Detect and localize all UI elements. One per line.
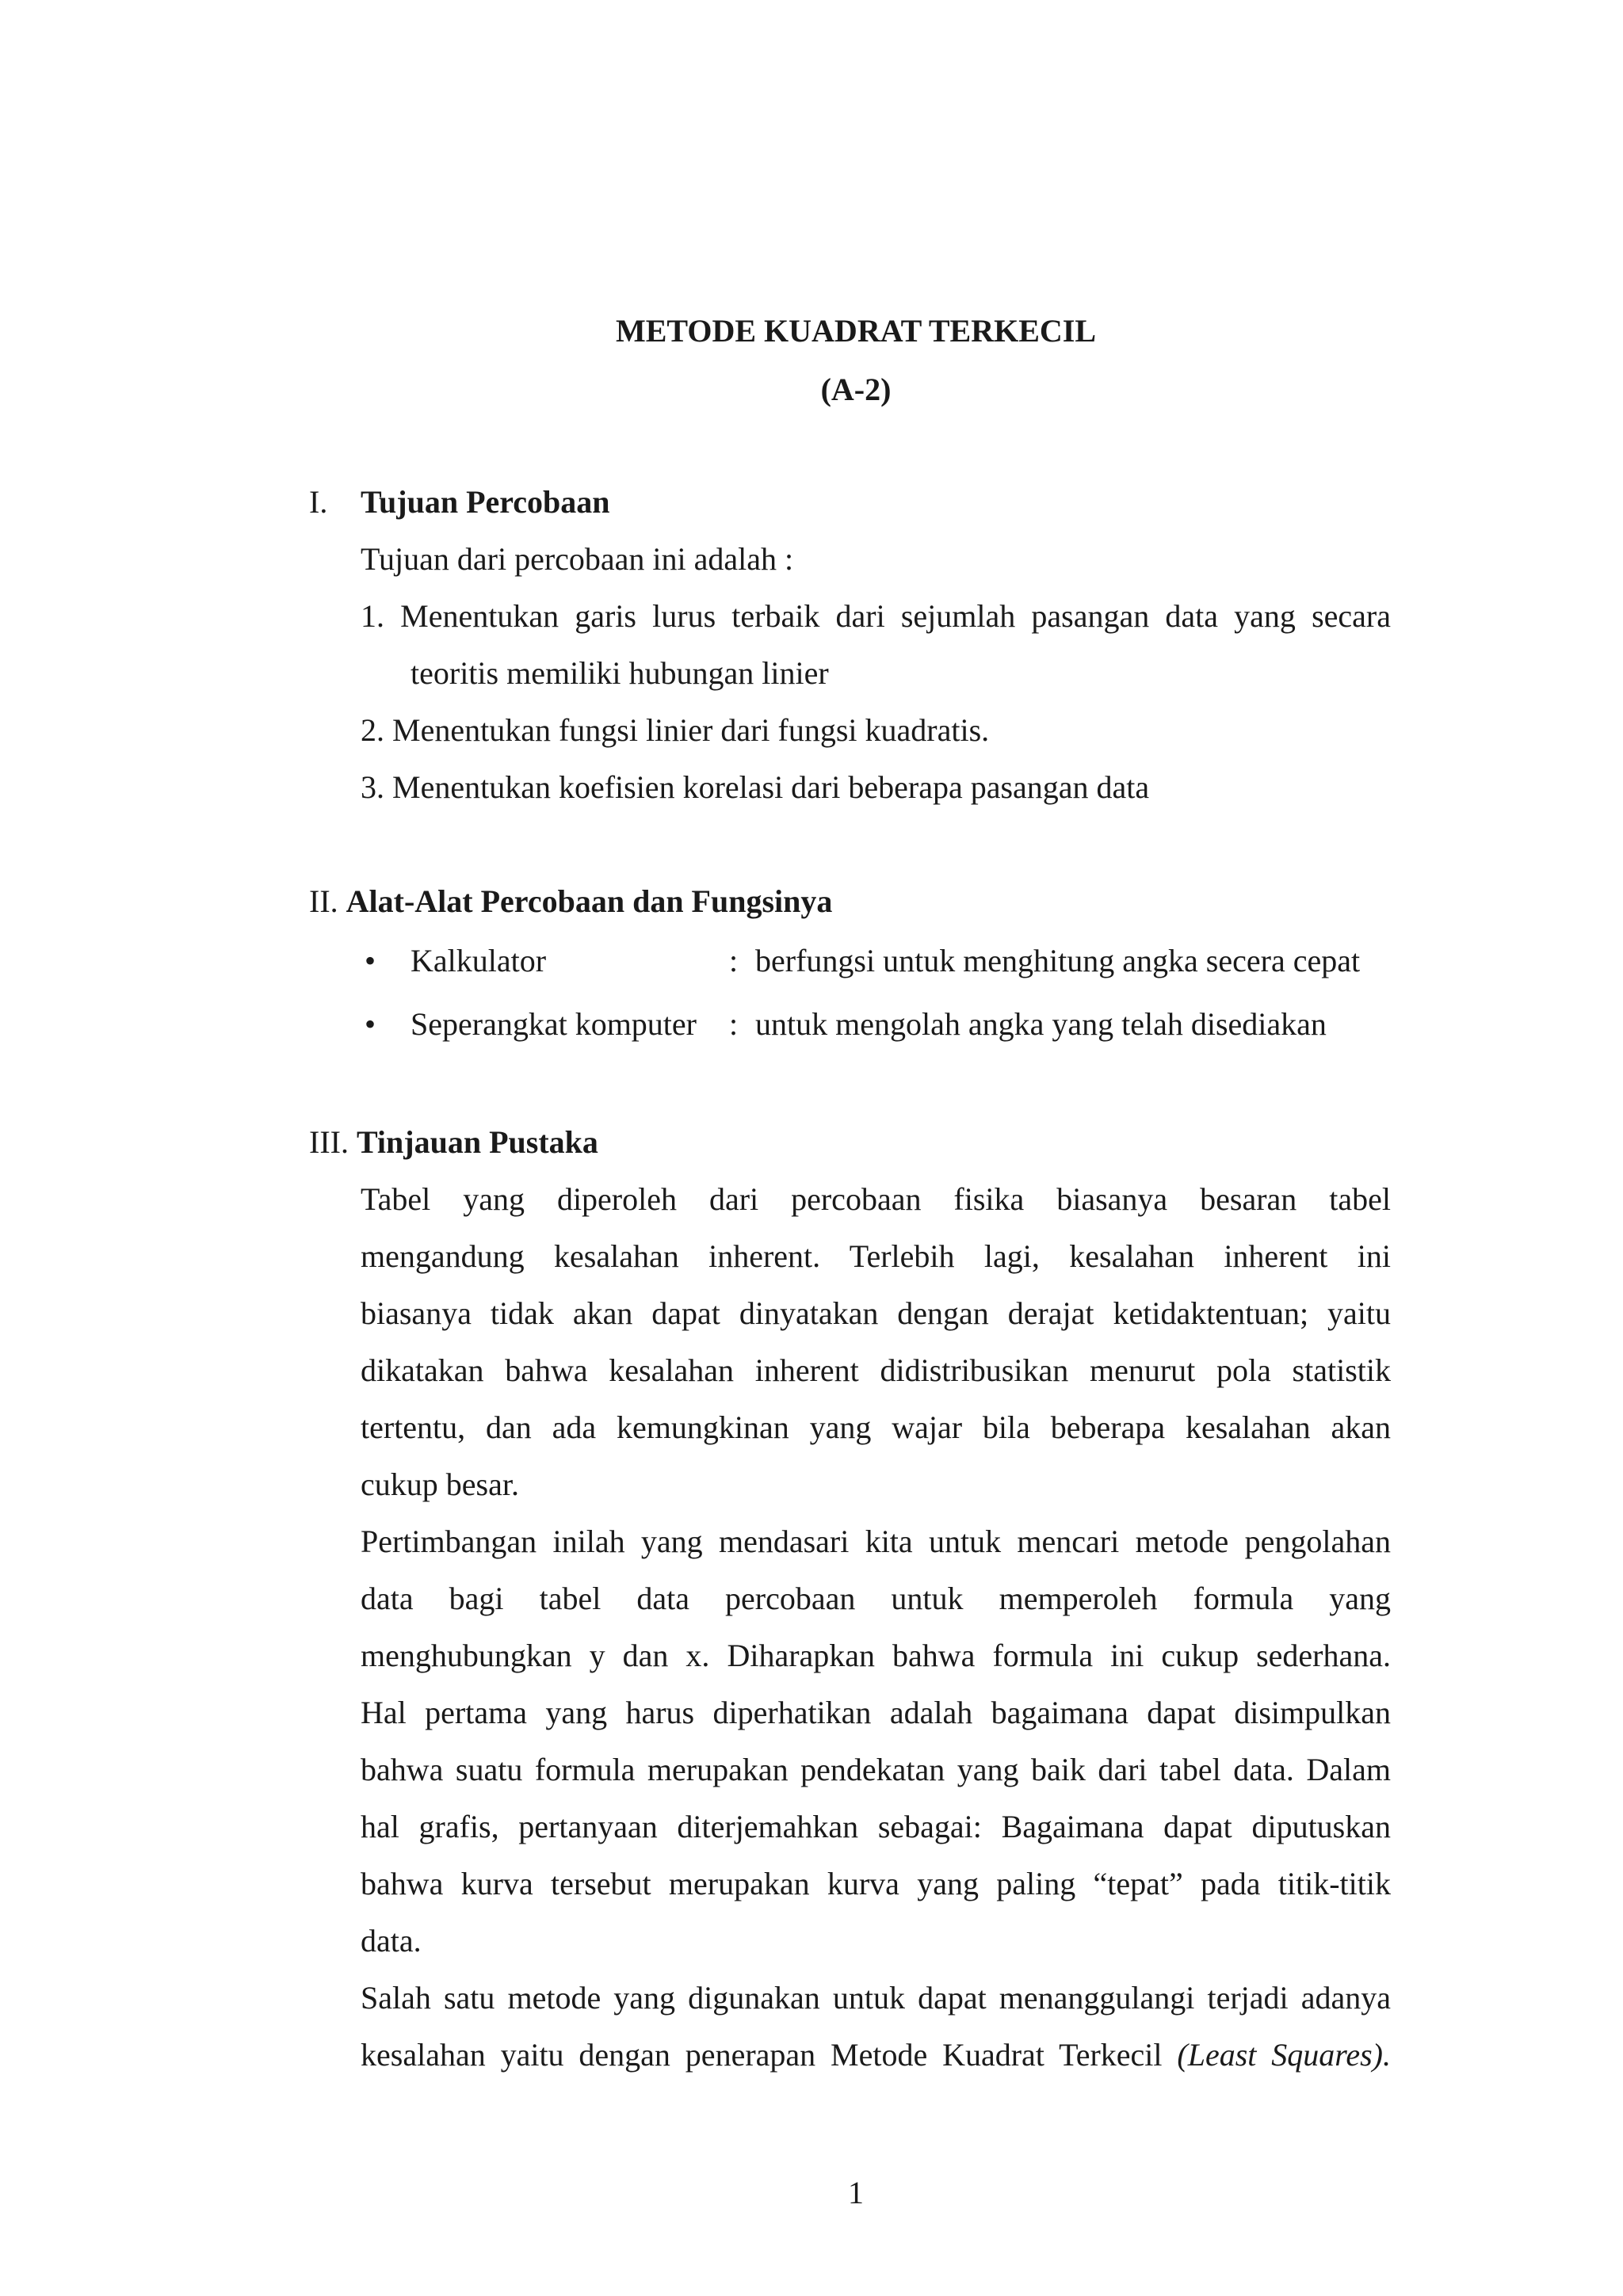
paragraph-1-line: cukup besar. (361, 1466, 519, 1502)
bullet-icon: • (365, 943, 376, 978)
section-3-number: III. (309, 1124, 357, 1160)
paragraph-1-line: Tabel yang diperoleh dari percobaan fisika biasanya besaran tabel (361, 1181, 1391, 1217)
tool-description: untuk mengolah angka yang telah disediakan (755, 1006, 1327, 1042)
tool-description: berfungsi untuk menghitung angka secera cepat (755, 943, 1361, 978)
tool-colon: : (729, 943, 739, 978)
section-3-title: Tinjauan Pustaka (356, 1124, 598, 1160)
section-1-title: Tujuan Percobaan (361, 484, 610, 520)
paragraph-1-line: biasanya tidak akan dapat dinyatakan dengan derajat ketidaktentuan; yaitu (361, 1295, 1391, 1331)
paragraph-1-line: mengandung kesalahan inherent. Terlebih lagi, kesalahan inherent ini (361, 1238, 1391, 1274)
tool-name: Seperangkat komputer (411, 1006, 697, 1042)
objective-item-1-line-1: 1. Menentukan garis lurus terbaik dari sejumlah pasangan data yang secara (361, 598, 1391, 634)
paragraph-3-line-2 (361, 2039, 1391, 2071)
paragraph-1-line: tertentu, dan ada kemungkinan yang wajar bila beberapa kesalahan akan (361, 1409, 1391, 1445)
section-3-heading (309, 1124, 598, 1160)
paragraph-2-line: Hal pertama yang harus diperhatikan adalah bagaimana dapat disimpulkan (361, 1695, 1391, 1730)
section-1-intro: Tujuan dari percobaan ini adalah : (361, 541, 794, 577)
paragraph-2-line: data. (361, 1923, 422, 1958)
paragraph-2-line: data bagi tabel data percobaan untuk memperoleh formula yang (361, 1581, 1391, 1616)
paragraph-2-line: menghubungkan y dan x. Diharapkan bahwa formula ini cukup sederhana. (361, 1638, 1391, 1673)
objective-item-1-line-2: teoritis memiliki hubungan linier (411, 655, 829, 691)
section-2-title: Alat-Alat Percobaan dan Fungsinya (346, 883, 833, 919)
paragraph-3-text: kesalahan yaitu dengan penerapan Metode Kuadrat Terkecil (361, 2037, 1163, 2073)
tool-colon: : (729, 1006, 739, 1042)
paragraph-3-line-1: Salah satu metode yang digunakan untuk dapat menanggulangi terjadi adanya (361, 1980, 1391, 2016)
section-2-number: II. (309, 883, 346, 919)
tool-name: Kalkulator (411, 943, 547, 978)
objective-item-3: 3. Menentukan koefisien korelasi dari beberapa pasangan data (361, 769, 1150, 805)
document-subtitle: (A-2) (820, 372, 892, 407)
objective-item-2: 2. Menentukan fungsi linier dari fungsi kuadratis. (361, 712, 990, 748)
paragraph-2-line: Pertimbangan inilah yang mendasari kita untuk mencari metode pengolahan (361, 1524, 1391, 1559)
section-2-heading (309, 883, 833, 919)
bullet-icon: • (365, 1006, 376, 1042)
paragraph-2-line: hal grafis, pertanyaan diterjemahkan sebagai: Bagaimana dapat diputuskan (361, 1809, 1391, 1844)
section-1-number: I. (309, 484, 328, 520)
section-1-heading (309, 484, 610, 520)
paragraph-2-line: bahwa kurva tersebut merupakan kurva yang paling “tepat” pada titik-titik (361, 1866, 1391, 1901)
page-number: 1 (848, 2175, 864, 2210)
least-squares-term: (Least Squares). (1177, 2037, 1391, 2073)
paragraph-1-line: dikatakan bahwa kesalahan inherent didistribusikan menurut pola statistik (361, 1352, 1391, 1388)
paragraph-2-line: bahwa suatu formula merupakan pendekatan yang baik dari tabel data. Dalam (361, 1752, 1391, 1787)
document-title: METODE KUADRAT TERKECIL (615, 313, 1097, 349)
